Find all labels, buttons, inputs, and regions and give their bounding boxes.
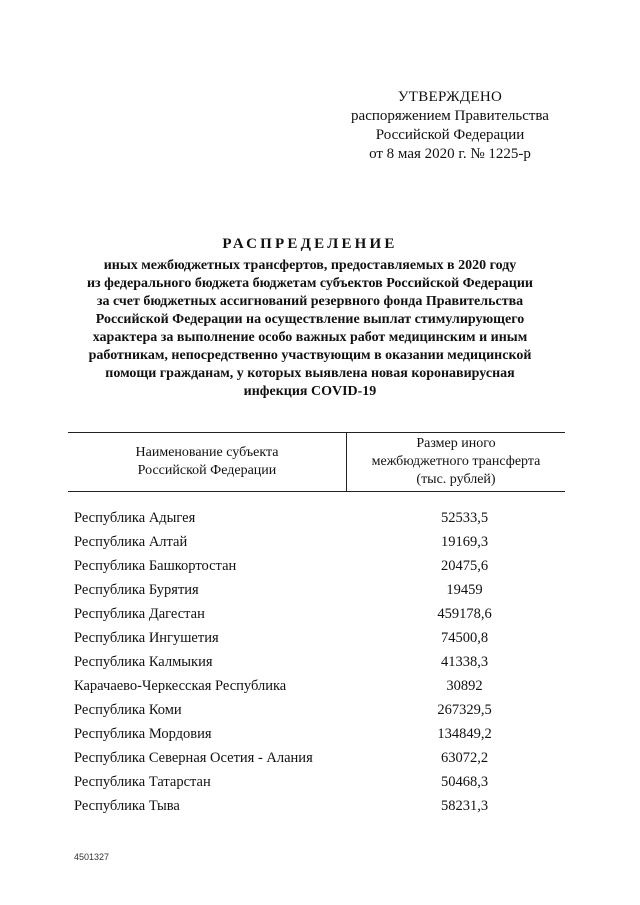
subtitle-line: из федерального бюджета бюджетам субъектов Российской Федерации (86, 276, 533, 291)
transfer-amount: 19169,3 (440, 533, 489, 550)
subject-name: Республика Ингушетия (74, 629, 219, 646)
header-line: Наименование субъекта (135, 445, 279, 460)
approval-block (330, 88, 570, 164)
table-row (68, 626, 565, 650)
table-row (68, 578, 565, 602)
table-row (68, 506, 565, 530)
table-row (68, 698, 565, 722)
subject-name: Республика Мордовия (74, 725, 212, 742)
table-row (68, 746, 565, 770)
transfer-amount: 459178,6 (437, 605, 492, 622)
transfer-amount: 74500,8 (440, 629, 489, 646)
subject-name: Карачаево-Черкесская Республика (74, 677, 287, 694)
subtitle-line: инфекция COVID-19 (243, 384, 377, 399)
subtitle-line: Российской Федерации на осуществление выплат стимулирующего (95, 312, 525, 327)
table-row (68, 794, 565, 818)
subject-name: Республика Адыгея (74, 509, 196, 526)
subject-name: Республика Северная Осетия - Алания (74, 749, 313, 766)
table-row (68, 530, 565, 554)
document-heading (60, 236, 560, 401)
subtitle-line: за счет бюджетных ассигнований резервного фонда Правительства (96, 294, 524, 309)
table-body (68, 506, 565, 818)
table-row (68, 554, 565, 578)
header-line: межбюджетного трансферта (371, 454, 541, 469)
table-row (68, 650, 565, 674)
subtitle-line: помощи гражданам, у которых выявлена новая коронавирусная (105, 366, 515, 381)
table-row (68, 602, 565, 626)
subject-name: Республика Бурятия (74, 581, 199, 598)
transfer-amount: 58231,3 (440, 797, 489, 814)
header-line: (тыс. рублей) (416, 472, 496, 487)
header-line: Размер иного (416, 436, 496, 451)
document-title: РАСПРЕДЕЛЕНИЕ (222, 236, 398, 252)
subject-name: Республика Коми (74, 701, 182, 718)
table-row (68, 674, 565, 698)
subject-name: Республика Калмыкия (74, 653, 213, 670)
subject-name: Республика Башкортостан (74, 557, 237, 574)
subject-name: Республика Тыва (74, 797, 180, 814)
subject-name: Республика Алтай (74, 533, 188, 550)
column-header-amount (346, 433, 565, 491)
distribution-table (68, 432, 565, 818)
header-line: Российской Федерации (137, 463, 277, 478)
document-code: 4501327 (74, 852, 110, 862)
transfer-amount: 19459 (446, 581, 483, 598)
column-header-subject (68, 433, 346, 491)
subject-name: Республика Татарстан (74, 773, 211, 790)
approval-title: УТВЕРЖДЕНО (397, 89, 503, 105)
subject-name: Республика Дагестан (74, 605, 205, 622)
table-row (68, 722, 565, 746)
transfer-amount: 20475,6 (440, 557, 489, 574)
transfer-amount: 41338,3 (440, 653, 489, 670)
approval-line: Российской Федерации (375, 127, 525, 143)
subtitle-line: работникам, непосредственно участвующим в оказании медицинской (88, 348, 532, 363)
subtitle-line: иных межбюджетных трансфертов, предоставляемых в 2020 году (103, 258, 517, 273)
approval-line: от 8 мая 2020 г. № 1225-р (369, 146, 531, 162)
table-row (68, 770, 565, 794)
transfer-amount: 30892 (446, 677, 483, 694)
transfer-amount: 63072,2 (440, 749, 489, 766)
transfer-amount: 267329,5 (437, 701, 492, 718)
subtitle-line: характера за выполнение особо важных работ медицинским и иным (92, 330, 528, 345)
table-header (68, 432, 565, 492)
transfer-amount: 50468,3 (440, 773, 489, 790)
approval-line: распоряжением Правительства (351, 108, 549, 124)
document-subtitle (60, 257, 560, 401)
transfer-amount: 134849,2 (437, 725, 492, 742)
transfer-amount: 52533,5 (440, 509, 489, 526)
